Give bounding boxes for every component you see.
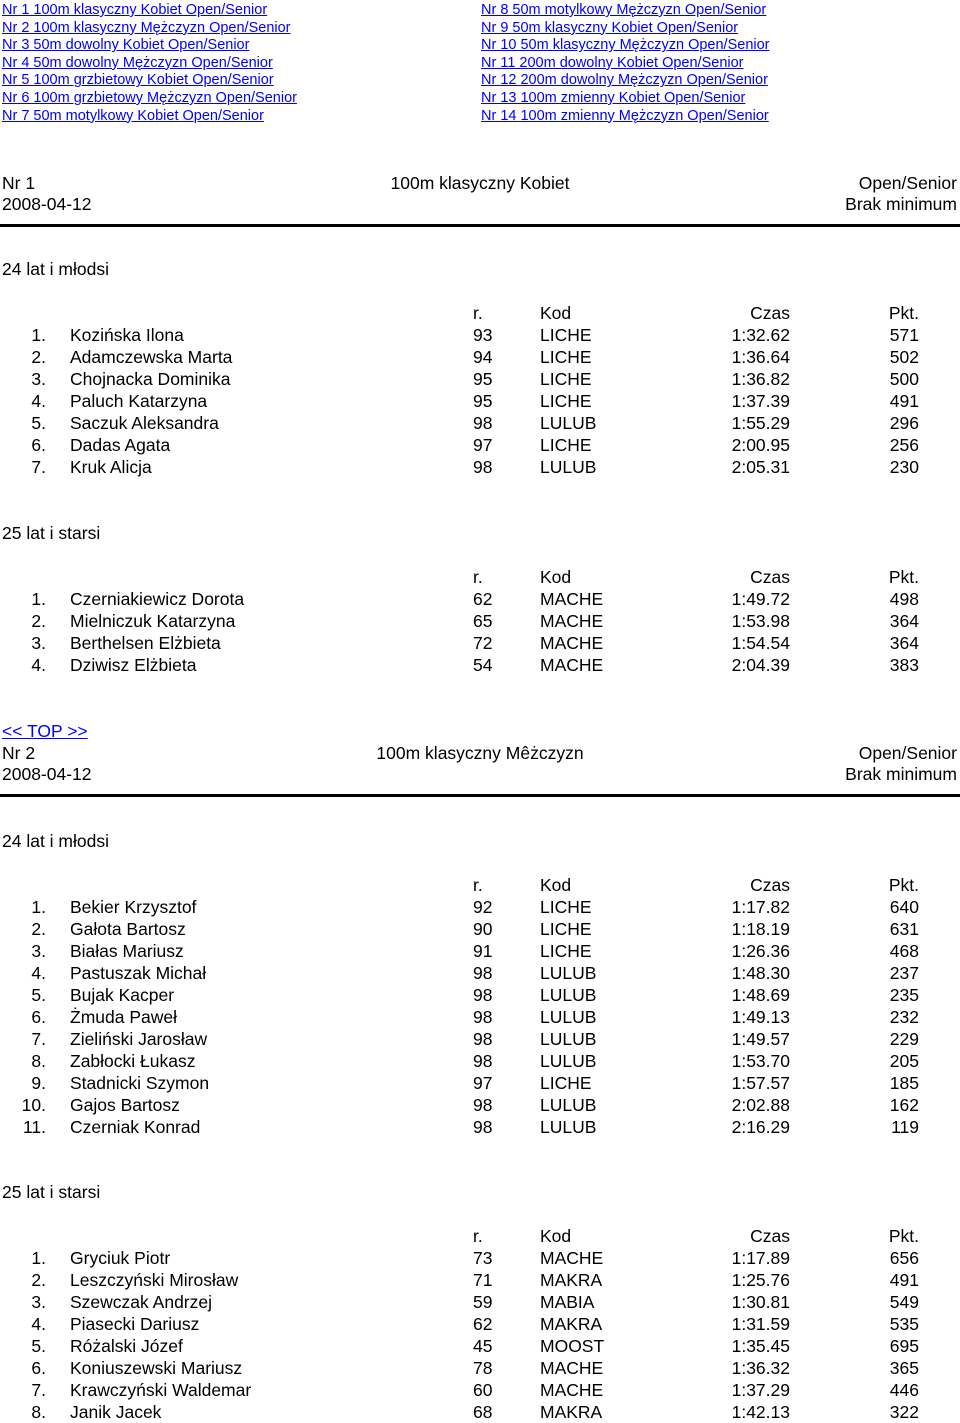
athlete-name: Berthelsen Elżbieta (70, 633, 221, 653)
place: 8. (31, 1402, 46, 1422)
table-row (0, 588, 960, 610)
result-time: 2:04.39 (731, 655, 790, 675)
result-time: 1:32.62 (731, 325, 790, 345)
place: 9. (31, 1073, 46, 1093)
points: 549 (889, 1292, 919, 1312)
col-points-header: Pkt. (888, 303, 919, 323)
table-row (0, 962, 960, 984)
nav-link-7[interactable]: Nr 7 50m motylkowy Kobiet Open/Senior (2, 107, 264, 124)
place: 3. (31, 633, 46, 653)
table-row (0, 1116, 960, 1138)
club-code: LULUB (540, 1051, 597, 1071)
col-club-header: Kod (540, 875, 572, 895)
birth-year: 95 (473, 369, 493, 389)
place: 3. (31, 941, 46, 961)
club-code: MACHE (540, 589, 604, 609)
table-row (0, 1006, 960, 1028)
result-time: 1:17.82 (731, 897, 790, 917)
athlete-name: Koniuszewski Mariusz (70, 1358, 243, 1378)
athlete-name: Pastuszak Michał (70, 963, 207, 983)
place: 3. (31, 369, 46, 389)
event-date: 2008-04-12 (2, 764, 92, 784)
col-year-header: r. (473, 875, 483, 895)
birth-year: 94 (473, 347, 493, 367)
place: 8. (31, 1051, 46, 1071)
place: 4. (31, 1314, 46, 1334)
place: 7. (31, 457, 46, 477)
event-name: 100m klasyczny Kobiet (390, 173, 570, 193)
points: 205 (889, 1051, 919, 1071)
club-code: LULUB (540, 1007, 597, 1027)
birth-year: 60 (473, 1380, 493, 1400)
result-time: 2:05.31 (731, 457, 790, 477)
place: 7. (31, 1380, 46, 1400)
result-time: 1:37.39 (731, 391, 790, 411)
club-code: LICHE (540, 919, 592, 939)
results-table-header (0, 566, 960, 588)
event-subheader (0, 193, 960, 215)
result-time: 1:48.30 (731, 963, 790, 983)
event-name: 100m klasyczny Mêżczyzn (376, 743, 584, 763)
club-code: MACHE (540, 1248, 604, 1268)
nav-link-14[interactable]: Nr 14 100m zmienny Mężczyzn Open/Senior (481, 107, 769, 124)
birth-year: 98 (473, 963, 493, 983)
nav-link-4[interactable]: Nr 4 50m dowolny Mężczyzn Open/Senior (2, 54, 273, 71)
nav-link-3[interactable]: Nr 3 50m dowolny Kobiet Open/Senior (2, 37, 250, 54)
result-time: 1:31.59 (731, 1314, 790, 1334)
athlete-name: Dziwisz Elżbieta (70, 655, 197, 675)
category-heading: 24 lat i młodsi (2, 831, 109, 851)
place: 2. (31, 919, 46, 939)
athlete-name: Stadnicki Szymon (70, 1073, 210, 1093)
points: 256 (889, 435, 919, 455)
birth-year: 72 (473, 633, 493, 653)
table-row (0, 456, 960, 478)
athlete-name: Gryciuk Piotr (70, 1248, 171, 1268)
club-code: MABIA (540, 1292, 595, 1312)
club-code: LULUB (540, 963, 597, 983)
table-row (0, 1357, 960, 1379)
points: 364 (889, 611, 919, 631)
points: 656 (889, 1248, 919, 1268)
results-table-header (0, 874, 960, 896)
athlete-name: Gajos Bartosz (70, 1095, 180, 1115)
birth-year: 54 (473, 655, 493, 675)
result-time: 1:30.81 (731, 1292, 790, 1312)
birth-year: 73 (473, 1248, 493, 1268)
athlete-name: Czerniak Konrad (70, 1117, 201, 1137)
athlete-name: Janik Jacek (70, 1402, 162, 1422)
athlete-name: Bekier Krzysztof (70, 897, 197, 917)
place: 4. (31, 655, 46, 675)
table-row (0, 368, 960, 390)
birth-year: 62 (473, 589, 493, 609)
result-time: 2:00.95 (731, 435, 790, 455)
birth-year: 98 (473, 1051, 493, 1071)
birth-year: 71 (473, 1270, 493, 1290)
table-row (0, 1028, 960, 1050)
points: 230 (889, 457, 919, 477)
birth-year: 98 (473, 457, 493, 477)
result-time: 1:17.89 (731, 1248, 790, 1268)
athlete-name: Białas Mariusz (70, 941, 184, 961)
table-row (0, 346, 960, 368)
col-year-header: r. (473, 1226, 483, 1246)
nav-link-10[interactable]: Nr 10 50m klasyczny Mężczyzn Open/Senior (481, 37, 770, 54)
nav-link-9[interactable]: Nr 9 50m klasyczny Kobiet Open/Senior (481, 19, 739, 36)
birth-year: 68 (473, 1402, 493, 1422)
points: 119 (891, 1117, 919, 1137)
points: 491 (889, 391, 919, 411)
athlete-name: Leszczyński Mirosław (70, 1270, 239, 1290)
club-code: LULUB (540, 985, 597, 1005)
place: 6. (31, 1007, 46, 1027)
nav-link-6[interactable]: Nr 6 100m grzbietowy Mężczyzn Open/Senior (2, 89, 297, 106)
athlete-name: Zieliński Jarosław (70, 1029, 208, 1049)
table-row (0, 1094, 960, 1116)
points: 296 (889, 413, 919, 433)
athlete-name: Paluch Katarzyna (70, 391, 208, 411)
nav-link-11[interactable]: Nr 11 200m dowolny Kobiet Open/Senior (481, 54, 744, 71)
col-year-header: r. (473, 303, 483, 323)
place: 6. (31, 1358, 46, 1378)
birth-year: 65 (473, 611, 493, 631)
result-time: 1:49.13 (731, 1007, 790, 1027)
points: 446 (889, 1380, 919, 1400)
athlete-name: Szewczak Andrzej (70, 1292, 213, 1312)
points: 322 (889, 1402, 919, 1422)
club-code: MACHE (540, 655, 604, 675)
table-row (0, 610, 960, 632)
table-row (0, 1335, 960, 1357)
result-time: 1:36.82 (731, 369, 790, 389)
club-code: LULUB (540, 413, 597, 433)
club-code: LULUB (540, 1117, 597, 1137)
birth-year: 62 (473, 1314, 493, 1334)
table-row (0, 1379, 960, 1401)
place: 1. (31, 897, 46, 917)
col-time-header: Czas (750, 875, 790, 895)
club-code: LICHE (540, 1073, 592, 1093)
table-row (0, 984, 960, 1006)
table-row (0, 896, 960, 918)
result-time: 1:49.72 (731, 589, 790, 609)
birth-year: 92 (473, 897, 493, 917)
athlete-name: Zabłocki Łukasz (70, 1051, 196, 1071)
athlete-name: Saczuk Aleksandra (70, 413, 219, 433)
points: 235 (889, 985, 919, 1005)
results-table-header (0, 302, 960, 324)
birth-year: 98 (473, 1007, 493, 1027)
place: 4. (31, 963, 46, 983)
place: 1. (31, 1248, 46, 1268)
table-row (0, 1291, 960, 1313)
points: 185 (889, 1073, 919, 1093)
place: 5. (31, 985, 46, 1005)
place: 2. (31, 1270, 46, 1290)
points: 640 (889, 897, 919, 917)
club-code: MAKRA (540, 1270, 603, 1290)
event-subheader (0, 763, 960, 785)
event-header (0, 742, 960, 764)
event-header (0, 172, 960, 194)
col-time-header: Czas (750, 567, 790, 587)
table-row (0, 1247, 960, 1269)
birth-year: 97 (473, 435, 493, 455)
col-points-header: Pkt. (888, 1226, 919, 1246)
category-heading: 25 lat i starsi (2, 523, 101, 543)
result-time: 1:55.29 (731, 413, 790, 433)
club-code: MAKRA (540, 1402, 603, 1422)
table-row (0, 632, 960, 654)
result-time: 1:36.32 (731, 1358, 790, 1378)
points: 502 (889, 347, 919, 367)
nav-link-5[interactable]: Nr 5 100m grzbietowy Kobiet Open/Senior (2, 72, 274, 89)
top-link[interactable]: << TOP >> (2, 721, 88, 741)
athlete-name: Chojnacka Dominika (70, 369, 231, 389)
points: 571 (889, 325, 919, 345)
place: 7. (31, 1029, 46, 1049)
points: 229 (889, 1029, 919, 1049)
place: 4. (31, 391, 46, 411)
event-number: Nr 1 (2, 173, 36, 193)
header-divider (0, 794, 960, 797)
nav-link-8[interactable]: Nr 8 50m motylkowy Mężczyzn Open/Senior (481, 2, 767, 18)
athlete-name: Żmuda Paweł (70, 1007, 177, 1027)
result-time: 1:25.76 (731, 1270, 790, 1290)
athlete-name: Krawczyński Waldemar (70, 1380, 252, 1400)
nav-link-12[interactable]: Nr 12 200m dowolny Mężczyzn Open/Senior (481, 72, 768, 89)
nav-links-left (2, 2, 297, 125)
athlete-name: Różalski Józef (70, 1336, 183, 1356)
col-time-header: Czas (750, 1226, 790, 1246)
result-time: 1:26.36 (731, 941, 790, 961)
result-time: 1:53.70 (731, 1051, 790, 1071)
col-club-header: Kod (540, 567, 572, 587)
points: 237 (889, 963, 919, 983)
result-time: 1:42.13 (731, 1402, 790, 1422)
place: 5. (31, 413, 46, 433)
event-class: Open/Senior (858, 743, 957, 763)
birth-year: 91 (473, 941, 493, 961)
birth-year: 98 (473, 1117, 493, 1137)
birth-year: 59 (473, 1292, 493, 1312)
table-row (0, 1269, 960, 1291)
nav-link-1[interactable]: Nr 1 100m klasyczny Kobiet Open/Senior (2, 2, 268, 18)
col-time-header: Czas (750, 303, 790, 323)
points: 365 (889, 1358, 919, 1378)
birth-year: 45 (473, 1336, 493, 1356)
results-table-header (0, 1225, 960, 1247)
club-code: MACHE (540, 611, 604, 631)
place: 2. (31, 347, 46, 367)
athlete-name: Bujak Kacper (70, 985, 175, 1005)
result-time: 1:35.45 (731, 1336, 790, 1356)
nav-links-right (481, 2, 770, 125)
table-row (0, 434, 960, 456)
club-code: LULUB (540, 1095, 597, 1115)
header-divider (0, 224, 960, 227)
birth-year: 97 (473, 1073, 493, 1093)
nav-link-13[interactable]: Nr 13 100m zmienny Kobiet Open/Senior (481, 89, 746, 106)
points: 500 (889, 369, 919, 389)
place: 1. (31, 325, 46, 345)
result-time: 1:48.69 (731, 985, 790, 1005)
event-class: Open/Senior (858, 173, 957, 193)
birth-year: 95 (473, 391, 493, 411)
place: 3. (31, 1292, 46, 1312)
table-row (0, 1072, 960, 1094)
result-time: 1:18.19 (731, 919, 790, 939)
table-row (0, 1313, 960, 1335)
points: 364 (889, 633, 919, 653)
athlete-name: Gałota Bartosz (70, 919, 186, 939)
event-minimum: Brak minimum (845, 764, 957, 784)
points: 631 (889, 919, 919, 939)
result-time: 1:36.64 (731, 347, 790, 367)
result-time: 1:49.57 (731, 1029, 790, 1049)
birth-year: 90 (473, 919, 493, 939)
club-code: LICHE (540, 369, 592, 389)
club-code: LICHE (540, 391, 592, 411)
nav-link-2[interactable]: Nr 2 100m klasyczny Mężczyzn Open/Senior (2, 19, 291, 36)
athlete-name: Mielniczuk Katarzyna (70, 611, 236, 631)
col-points-header: Pkt. (888, 875, 919, 895)
table-row (0, 940, 960, 962)
points: 695 (889, 1336, 919, 1356)
club-code: LICHE (540, 325, 592, 345)
points: 491 (889, 1270, 919, 1290)
event-date: 2008-04-12 (2, 194, 92, 214)
athlete-name: Dadas Agata (70, 435, 171, 455)
points: 383 (889, 655, 919, 675)
points: 498 (889, 589, 919, 609)
points: 162 (889, 1095, 919, 1115)
club-code: MACHE (540, 633, 604, 653)
points: 468 (889, 941, 919, 961)
col-club-header: Kod (540, 1226, 572, 1246)
athlete-name: Adamczewska Marta (70, 347, 233, 367)
athlete-name: Kruk Alicja (70, 457, 152, 477)
birth-year: 98 (473, 985, 493, 1005)
category-heading: 24 lat i młodsi (2, 259, 109, 279)
club-code: LULUB (540, 1029, 597, 1049)
birth-year: 93 (473, 325, 493, 345)
place: 5. (31, 1336, 46, 1356)
table-row (0, 412, 960, 434)
col-club-header: Kod (540, 303, 572, 323)
club-code: LICHE (540, 897, 592, 917)
birth-year: 98 (473, 1095, 493, 1115)
category-heading: 25 lat i starsi (2, 1182, 101, 1202)
result-time: 2:02.88 (731, 1095, 790, 1115)
col-points-header: Pkt. (888, 567, 919, 587)
table-row (0, 1050, 960, 1072)
event-number: Nr 2 (2, 743, 36, 763)
table-row (0, 324, 960, 346)
athlete-name: Kozińska Ilona (70, 325, 184, 345)
result-time: 2:16.29 (731, 1117, 790, 1137)
athlete-name: Czerniakiewicz Dorota (70, 589, 245, 609)
club-code: MAKRA (540, 1314, 603, 1334)
club-code: LICHE (540, 941, 592, 961)
result-time: 1:54.54 (731, 633, 790, 653)
event-minimum: Brak minimum (845, 194, 957, 214)
birth-year: 98 (473, 413, 493, 433)
place: 6. (31, 435, 46, 455)
club-code: LICHE (540, 347, 592, 367)
result-time: 1:57.57 (731, 1073, 790, 1093)
birth-year: 78 (473, 1358, 493, 1378)
club-code: MACHE (540, 1358, 604, 1378)
club-code: MOOST (540, 1336, 605, 1356)
result-time: 1:53.98 (731, 611, 790, 631)
result-time: 1:37.29 (731, 1380, 790, 1400)
club-code: LULUB (540, 457, 597, 477)
birth-year: 98 (473, 1029, 493, 1049)
points: 535 (889, 1314, 919, 1334)
club-code: LICHE (540, 435, 592, 455)
points: 232 (889, 1007, 919, 1027)
place: 10. (21, 1095, 46, 1115)
athlete-name: Piasecki Dariusz (70, 1314, 200, 1334)
col-year-header: r. (473, 567, 483, 587)
table-row (0, 918, 960, 940)
table-row (0, 390, 960, 412)
table-row (0, 654, 960, 676)
place: 1. (31, 589, 46, 609)
place: 2. (31, 611, 46, 631)
club-code: MACHE (540, 1380, 604, 1400)
place: 11. (22, 1117, 46, 1137)
